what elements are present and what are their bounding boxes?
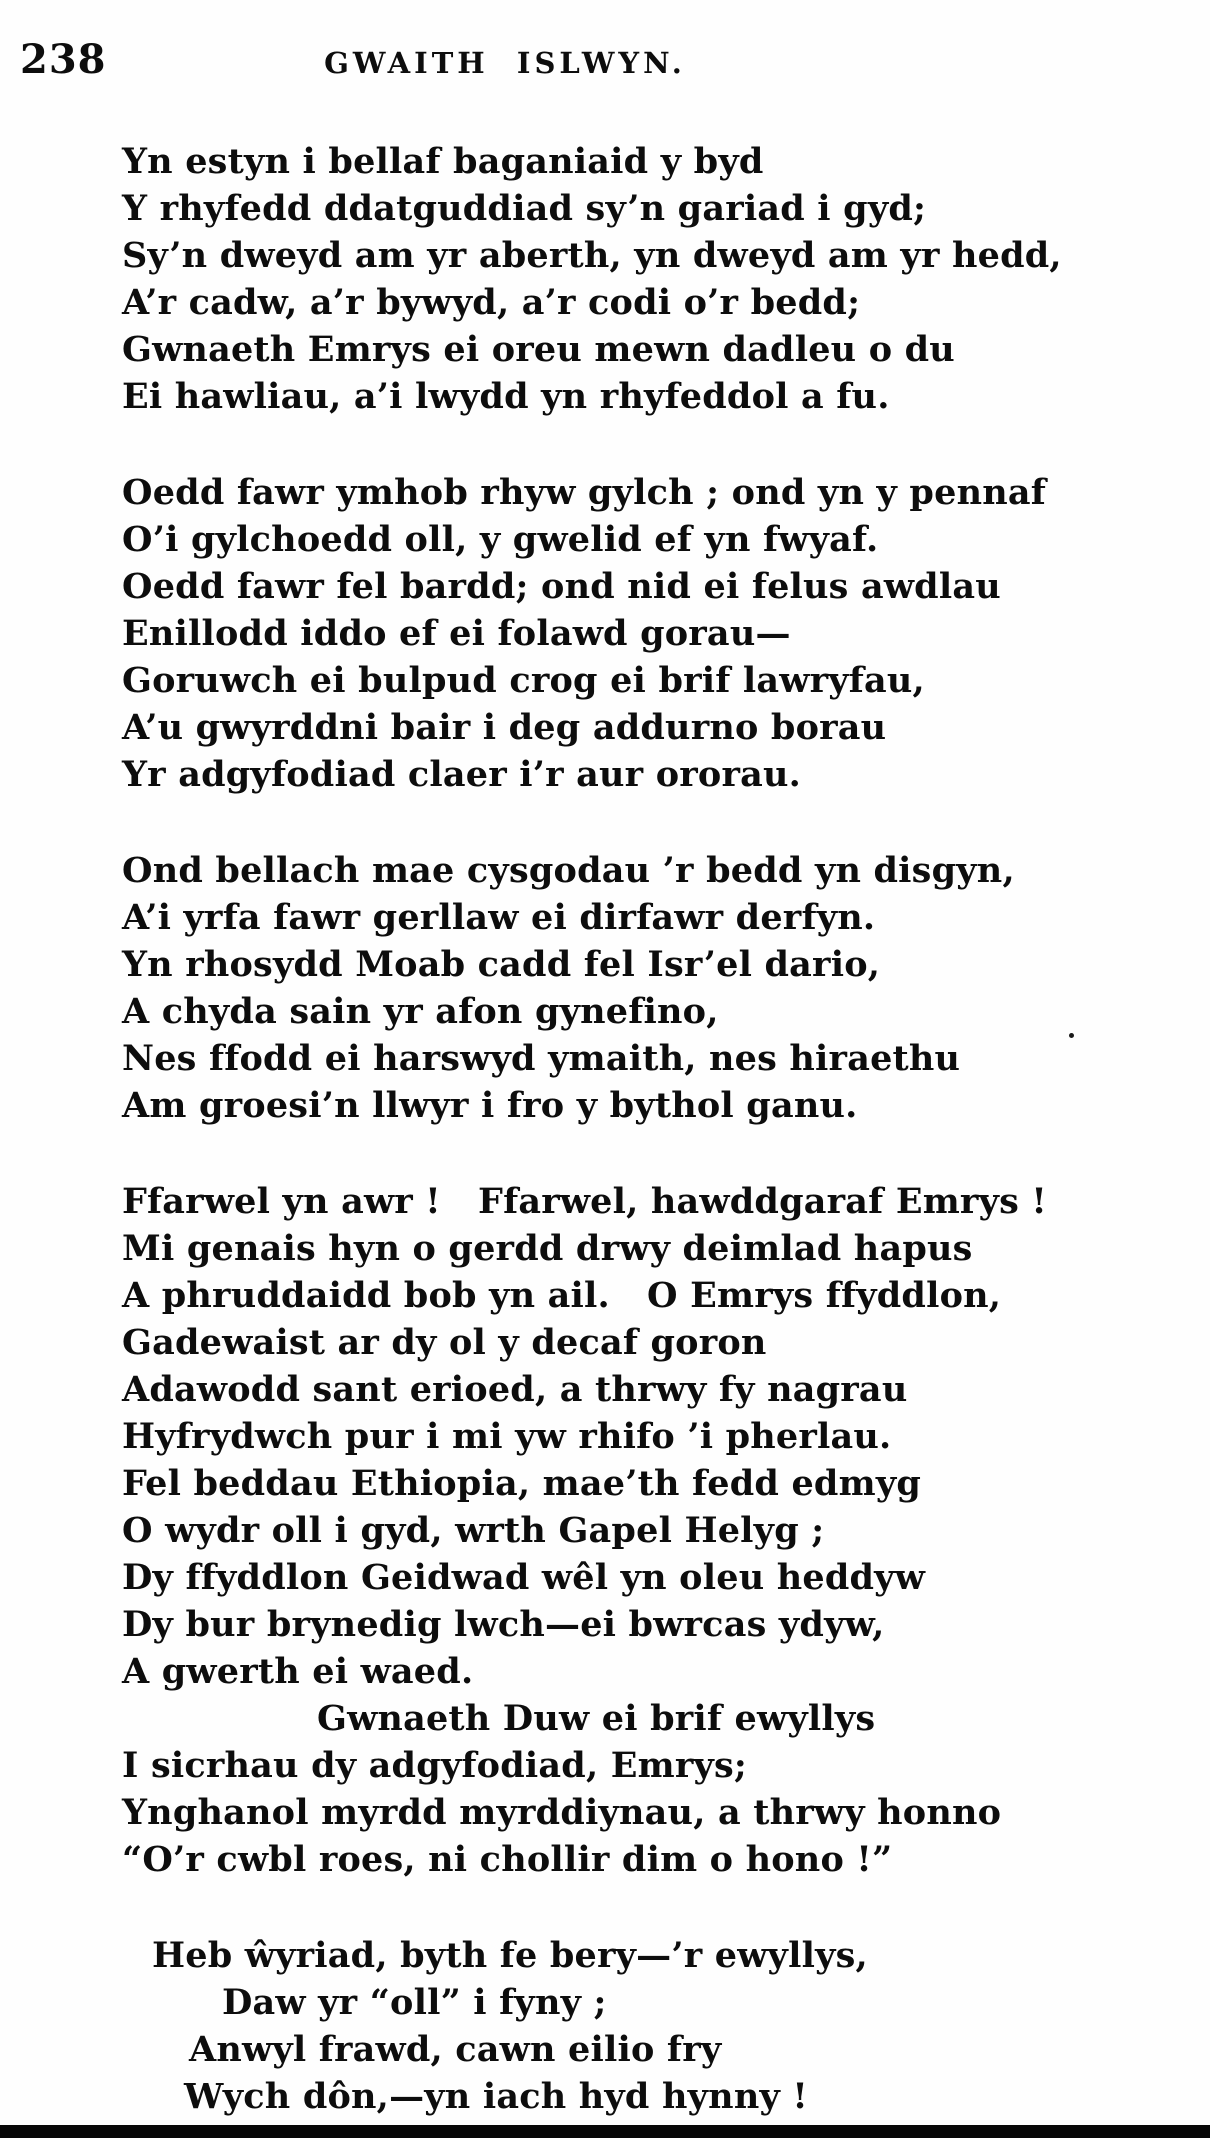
poem-line: “O’r cwbl roes, ni chollir dim o hono !” xyxy=(122,1839,893,1880)
poem-line: Hyfrydwch pur i mi yw rhifo ’i pherlau. xyxy=(122,1416,892,1457)
poem-line: Dy ffyddlon Geidwad wêl yn oleu heddyw xyxy=(122,1557,926,1598)
poem-line: Ei hawliau, a’i lwydd yn rhyfeddol a fu. xyxy=(122,376,890,417)
poem-line: Gwnaeth Emrys ei oreu mewn dadleu o du xyxy=(122,329,955,370)
poem-line: A gwerth ei waed. xyxy=(122,1651,474,1692)
scan-speck xyxy=(1069,1033,1074,1038)
page-number: 238 xyxy=(20,36,107,83)
poem-line: Yn estyn i bellaf baganiaid y byd xyxy=(122,141,764,182)
poem-line: Ond bellach mae cysgodau ’r bedd yn disgyn, xyxy=(122,850,1015,891)
scan-edge-artifact xyxy=(0,2125,1210,2138)
poem-line: I sicrhau dy adgyfodiad, Emrys; xyxy=(122,1745,748,1786)
poem-line: Goruwch ei bulpud crog ei brif lawryfau, xyxy=(122,660,925,701)
poem-line: A chyda sain yr afon gynefino, xyxy=(122,991,719,1032)
poem-line: Yn rhosydd Moab cadd fel Isr’el dario, xyxy=(122,944,881,985)
poem-line-indented: Daw yr “oll” i fyny ; xyxy=(222,1982,607,2023)
poem-line: Fel beddau Ethiopia, mae’th fedd edmyg xyxy=(122,1463,922,1504)
poem-line: O wydr oll i gyd, wrth Gapel Helyg ; xyxy=(122,1510,825,1551)
poem-line-indented: Gwnaeth Duw ei brif ewyllys xyxy=(317,1698,876,1739)
poem-line: O’i gylchoedd oll, y gwelid ef yn fwyaf. xyxy=(122,519,879,560)
stanza-4 xyxy=(122,1178,1180,1883)
poem-line-indented: Anwyl frawd, cawn eilio fry xyxy=(189,2029,722,2070)
poem-line: Ynghanol myrdd myrddiynau, a thrwy honno xyxy=(122,1792,1002,1833)
poem-line: Enillodd iddo ef ei folawd gorau— xyxy=(122,613,791,654)
poem-line-indented: Wych dôn,—yn iach hyd hynny ! xyxy=(184,2076,808,2117)
poem-line: Am groesi’n llwyr i fro y bythol ganu. xyxy=(122,1085,858,1126)
poem-line: Dy bur brynedig lwch—ei bwrcas ydyw, xyxy=(122,1604,885,1645)
poem-line: Sy’n dweyd am yr aberth, yn dweyd am yr hedd, xyxy=(122,235,1062,276)
stanza-1 xyxy=(122,138,1180,420)
poem-line: Gadewaist ar dy ol y decaf goron xyxy=(122,1322,767,1363)
poem-line: Oedd fawr ymhob rhyw gylch ; ond yn y pennaf xyxy=(122,472,1046,513)
poem-line: A’r cadw, a’r bywyd, a’r codi o’r bedd; xyxy=(122,282,861,323)
poem-line: Nes ffodd ei harswyd ymaith, nes hiraethu xyxy=(122,1038,961,1079)
poem-line: Ffarwel yn awr ! Ffarwel, hawddgaraf Emrys ! xyxy=(122,1181,1047,1222)
poem-line: A’u gwyrddni bair i deg addurno borau xyxy=(122,707,887,748)
poem-line: Y rhyfedd ddatguddiad sy’n gariad i gyd; xyxy=(122,188,927,229)
poem-line: Yr adgyfodiad claer i’r aur ororau. xyxy=(122,754,801,795)
poem-line-indented: Heb ŵyriad, byth fe bery—’r ewyllys, xyxy=(152,1935,868,1976)
running-title: GWAITH ISLWYN. xyxy=(324,46,686,80)
poem-line: Adawodd sant erioed, a thrwy fy nagrau xyxy=(122,1369,908,1410)
stanza-2 xyxy=(122,469,1180,798)
poem-line: A’i yrfa fawr gerllaw ei dirfawr derfyn. xyxy=(122,897,876,938)
poem-line: A phruddaidd bob yn ail. O Emrys ffyddlon, xyxy=(122,1275,1002,1316)
stanza-3 xyxy=(122,847,1180,1129)
stanza-5 xyxy=(122,1932,1180,2120)
poem-body xyxy=(122,138,1180,2120)
poem-line: Oedd fawr fel bardd; ond nid ei felus awdlau xyxy=(122,566,1001,607)
poem-line: Mi genais hyn o gerdd drwy deimlad hapus xyxy=(122,1228,973,1269)
